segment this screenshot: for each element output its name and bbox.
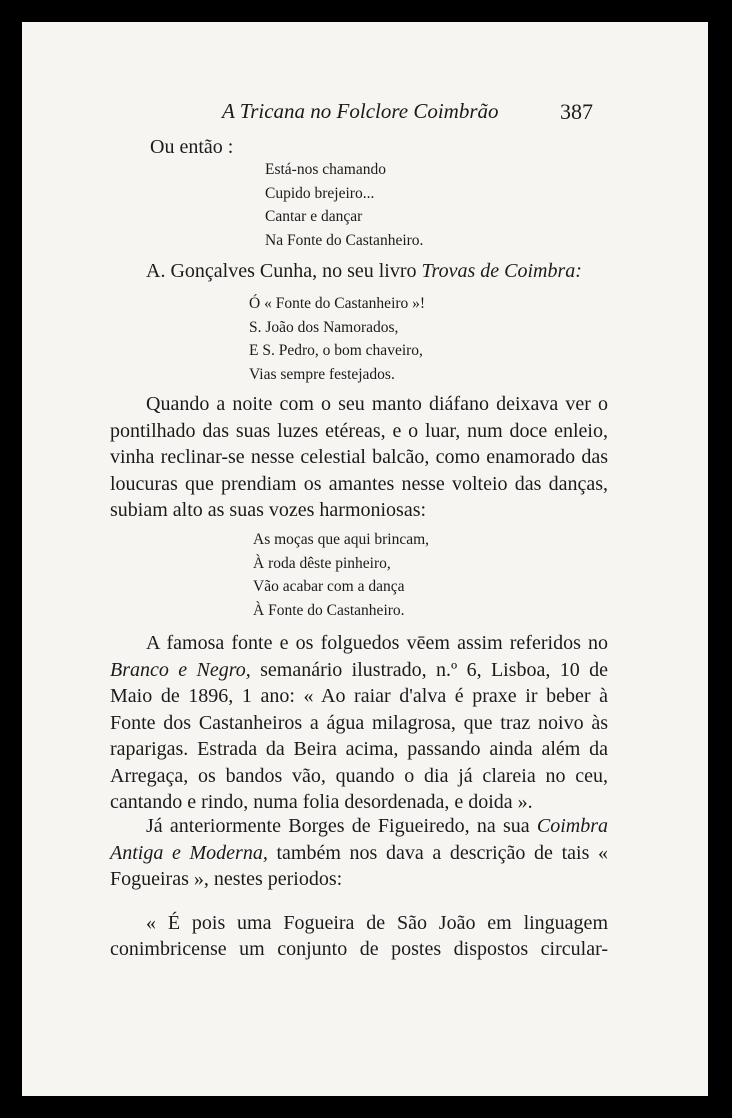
- verse-line: Vias sempre festejados.: [249, 365, 395, 383]
- verse-block-1: [265, 158, 423, 252]
- periodical-title: Branco e Negro,: [110, 658, 251, 681]
- verse-line: Cantar e dançar: [265, 208, 363, 225]
- work-title: Coimbra Antiga e Moderna,: [110, 815, 608, 864]
- paragraph-trovas: A. Gonçalves Cunha, no seu livro Trovas de Coimbra:: [146, 260, 582, 282]
- paragraph-noite: Quando a noite com o seu manto diáfano deixava ver o pontilhado das suas luzes etéreas, e o luar, num doce enleio, vinha reclinar-se nesse celestial balcão, como enamorado das loucuras que prendiam os amantes nesse volteio das danças, subiam alto as suas vozes harmoniosas:: [110, 393, 608, 521]
- verse-line: Cupido brejeiro...: [265, 184, 375, 202]
- verse-line: S. João dos Namorados,: [249, 318, 399, 336]
- verse-line: À roda dêste pinheiro,: [253, 554, 391, 572]
- page-number: 387: [560, 99, 593, 124]
- verse-block-2: [249, 292, 425, 386]
- book-title: Trovas de Coimbra:: [421, 260, 582, 282]
- intro-label: Ou então :: [150, 136, 234, 158]
- verse-line: As moças que aqui brincam,: [253, 531, 430, 548]
- paragraph-fogueira-line2: conimbricense um conjunto de postes dispostos circular-: [110, 938, 608, 960]
- verse-line: Está-nos chamando: [265, 161, 386, 178]
- book-page: [22, 22, 708, 1096]
- paragraph-fogueira-line1: « É pois uma Fogueira de São João em linguagem: [146, 912, 608, 934]
- running-title: A Tricana no Folclore Coimbrão: [222, 99, 499, 123]
- verse-line: E S. Pedro, o bom chaveiro,: [249, 342, 423, 359]
- verse-line: Vão acabar com a dança: [253, 578, 405, 595]
- verse-line: Na Fonte do Castanheiro.: [265, 231, 424, 249]
- paragraph-branco-negro: A famosa fonte e os folguedos vēem assim referidos no Branco e Negro, semanário ilustrado, n.º 6, Lisboa, 10 de Maio de 1896, 1 ano: « Ao raiar d'alva é praxe ir beber à Fonte dos Castanheiros a água milagrosa, que traz noivo às raparigas. Estrada da Beira acima, passando ainda além da Arregaça, os bandos vão, quando o dia já clareia no ceu, cantando e rindo, numa folia desordenada, e doida ».: [110, 632, 608, 813]
- verse-block-3: [253, 528, 429, 622]
- paragraph-borges: Já anteriormente Borges de Figueiredo, na sua Coimbra Antiga e Moderna, também nos dava a descrição de tais « Fogueiras », nestes periodos:: [110, 815, 608, 890]
- verse-line: Ó « Fonte do Castanheiro »!: [249, 295, 426, 312]
- page-header: [22, 99, 708, 129]
- verse-line: À Fonte do Castanheiro.: [253, 601, 405, 619]
